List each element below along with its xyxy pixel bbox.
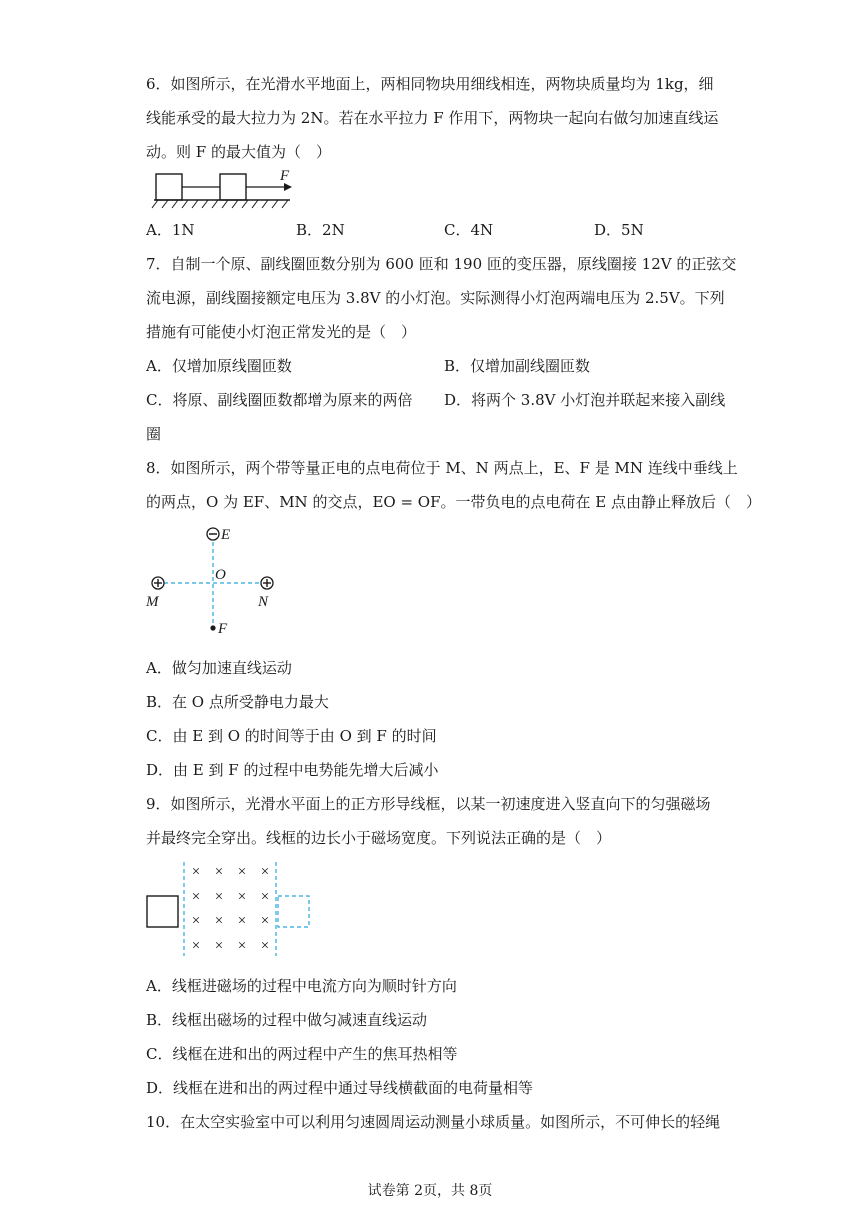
q8-option-d: D．由 E 到 F 的过程中电势能先增大后减小 — [146, 761, 439, 779]
q7-option-d: D．将两个 3.8V 小灯泡并联起来接入副线 — [444, 391, 726, 409]
ground-hatching — [152, 200, 288, 208]
svg-text:×: × — [191, 913, 201, 929]
magnetic-field-crosses — [192, 864, 269, 954]
svg-text:×: × — [237, 864, 247, 880]
svg-text:×: × — [260, 938, 270, 954]
svg-text:×: × — [260, 889, 270, 905]
svg-text:×: × — [214, 889, 224, 905]
force-arrowhead — [284, 183, 292, 191]
q8-option-b: B．在 O 点所受静电力最大 — [146, 693, 329, 711]
q6-option-b: B．2N — [296, 221, 345, 239]
q9-option-b: B．线框出磁场的过程中做匀减速直线运动 — [146, 1011, 428, 1029]
q8-figure-charges — [140, 520, 290, 642]
block-right — [220, 174, 246, 200]
q6-option-c: C．4N — [444, 221, 494, 239]
svg-text:×: × — [214, 864, 224, 880]
q6-figure-blocks — [150, 168, 300, 214]
q7-option-a: A．仅增加原线圈匝数 — [146, 357, 292, 375]
block-left — [156, 174, 182, 200]
svg-text:×: × — [214, 938, 224, 954]
q6-option-d: D．5N — [594, 221, 644, 239]
q7-text-line-1: 7．自制一个原、副线圈匝数分别为 600 匝和 190 匝的变压器，原线圈接 12V 的正弦交 — [146, 255, 737, 273]
point-f — [210, 625, 215, 630]
q7-option-c: C．将原、副线圈匝数都增为原来的两倍 — [146, 391, 413, 409]
q7-text-line-2: 流电源，副线圈接额定电压为 3.8V 的小灯泡。实际测得小灯泡两端电压为 2.5V。下列 — [146, 289, 725, 307]
svg-text:×: × — [237, 889, 247, 905]
svg-text:×: × — [191, 864, 201, 880]
q6-option-a: A．1N — [146, 221, 195, 239]
q8-text-line-1: 8．如图所示，两个带等量正电的点电荷位于 M、N 两点上，E、F 是 MN 连线中垂线上 — [146, 459, 738, 477]
q6-text-line-1: 6．如图所示，在光滑水平地面上，两相同物块用细线相连，两物块质量均为 1kg，细 — [146, 75, 714, 93]
label-n: N — [258, 594, 269, 610]
positive-charge-m — [152, 577, 164, 589]
positive-charge-n — [261, 577, 273, 589]
svg-text:×: × — [237, 938, 247, 954]
q9-text-line-2: 并最终完全穿出。线框的边长小于磁场宽度。下列说法正确的是（ ） — [146, 829, 612, 847]
svg-text:×: × — [191, 889, 201, 905]
q9-option-c: C．线框在进和出的两过程中产生的焦耳热相等 — [146, 1045, 458, 1063]
page-footer: 试卷第 2页，共 8页 — [367, 1183, 493, 1199]
q7-option-d-continued: 圈 — [146, 425, 162, 443]
q10-text-line-1: 10．在太空实验室中可以利用匀速圆周运动测量小球质量。如图所示，不可伸长的轻绳 — [146, 1113, 721, 1131]
q6-text-line-3: 动。则 F 的最大值为（ ） — [146, 143, 331, 161]
q9-option-a: A．线框进磁场的过程中电流方向为顺时针方向 — [146, 977, 457, 995]
svg-text:×: × — [260, 864, 270, 880]
negative-charge-e — [207, 528, 219, 540]
label-f: F — [218, 621, 228, 637]
q8-option-c: C．由 E 到 O 的时间等于由 O 到 F 的时间 — [146, 727, 437, 745]
force-label: F — [280, 168, 290, 184]
frame-exit-position-dashed — [278, 896, 309, 927]
svg-text:×: × — [214, 913, 224, 929]
label-m: M — [146, 594, 159, 610]
q9-option-d: D．线框在进和出的两过程中通过导线横截面的电荷量相等 — [146, 1079, 534, 1097]
q7-option-b: B．仅增加副线圈匝数 — [444, 357, 591, 375]
square-wire-frame — [147, 896, 178, 927]
svg-text:×: × — [237, 913, 247, 929]
label-e: E — [221, 527, 231, 543]
svg-text:×: × — [260, 913, 270, 929]
q8-text-line-2: 的两点，O 为 EF、MN 的交点，EO = OF。一带负电的点电荷在 E 点由静止释放后（ ） — [146, 493, 761, 511]
q9-figure-magnetic-field — [140, 858, 320, 958]
svg-text:×: × — [191, 938, 201, 954]
q9-text-line-1: 9．如图所示，光滑水平面上的正方形导线框，以某一初速度进入竖直向下的匀强磁场 — [146, 795, 711, 813]
q6-text-line-2: 线能承受的最大拉力为 2N。若在水平拉力 F 作用下，两物块一起向右做匀加速直线运 — [146, 109, 719, 127]
label-o: O — [215, 567, 226, 583]
q8-option-a: A．做匀加速直线运动 — [146, 659, 292, 677]
q7-text-line-3: 措施有可能使小灯泡正常发光的是（ ） — [146, 323, 417, 341]
